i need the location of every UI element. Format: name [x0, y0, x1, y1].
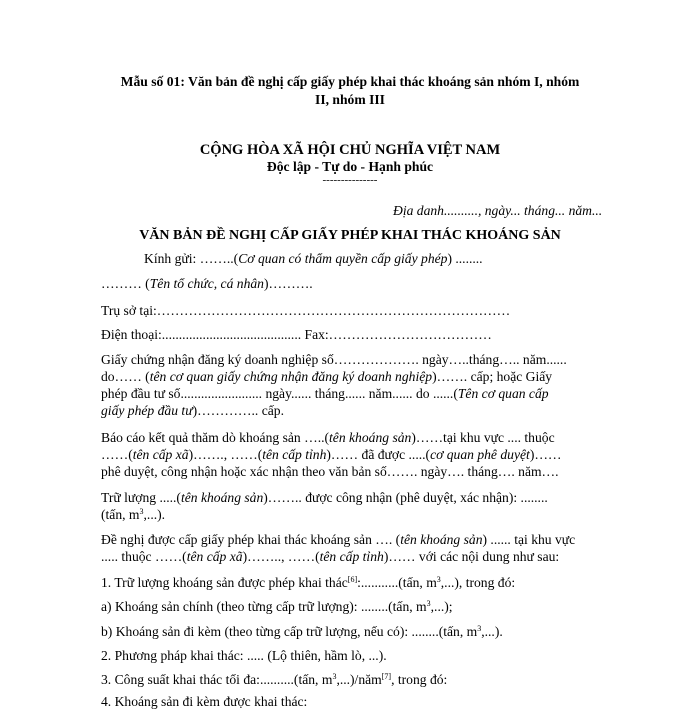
request-l2-c: )…… với các nội dung như sau: — [383, 549, 560, 564]
request-l1-suffix: ) ...... tại khu vực — [482, 532, 576, 547]
report-commune: tên cấp xã — [132, 447, 189, 462]
item-4-line: 4. Khoáng sản đi kèm được khai thác: — [101, 694, 308, 709]
organization-prefix: ……… ( — [101, 276, 150, 291]
phone-fax-line: Điện thoại:......................................... Fax:……………………………… — [101, 327, 492, 342]
certificate-line-4 — [101, 402, 284, 420]
certificate-l4-italic: giấy phép đầu tư — [101, 403, 193, 418]
report-approver: cơ quan phê duyệt — [430, 447, 530, 462]
request-l2-a: ..... thuộc ……( — [101, 549, 187, 564]
item-b-suffix: ,...). — [481, 624, 503, 639]
recipient-prefix: Kính gửi: ……..( — [144, 251, 239, 266]
report-l2-b: )……., ……( — [188, 447, 263, 462]
certificate-line-2 — [101, 368, 552, 386]
request-l2-b: )…….., ……( — [242, 549, 320, 564]
certificate-l3-prefix: phép đầu tư số........................ ngày...... tháng...... năm...... do ......( — [101, 386, 458, 401]
request-line-1 — [101, 531, 575, 549]
item-a-suffix: ,...); — [430, 599, 453, 614]
reserve-line-1 — [101, 489, 548, 507]
reserve-l1-suffix: )…….. được công nhận (phê duyệt, xác nhận): ........ — [263, 490, 548, 505]
reserve-l1-prefix: Trữ lượng .....( — [101, 490, 181, 505]
item-a-line — [101, 598, 453, 616]
report-province: tên cấp tỉnh — [262, 447, 327, 462]
request-line-2 — [101, 548, 559, 566]
item-3-unit: ,...)/năm — [336, 672, 382, 687]
certificate-issuer: tên cơ quan giấy chứng nhận đăng ký doanh nghiệp — [149, 369, 433, 384]
item-1-footnote: [6] — [347, 575, 358, 584]
request-l1-prefix: Đề nghị được cấp giấy phép khai thác khoáng sản …. ( — [101, 532, 401, 547]
form-title-line-2: II, nhóm III — [315, 92, 385, 107]
item-1-text: 1. Trữ lượng khoáng sản được phép khai thác — [101, 575, 348, 590]
certificate-l2-prefix: do…… ( — [101, 369, 150, 384]
certificate-l4-suffix: )………….. cấp. — [192, 403, 284, 418]
item-b-sup: 3 — [477, 624, 482, 633]
item-1-suffix: ,...), trong đó: — [440, 575, 516, 590]
item-3-unit-sup: 3 — [332, 672, 337, 681]
country-name: CỘNG HÒA XÃ HỘI CHỦ NGHĨA VIỆT NAM — [199, 142, 501, 158]
report-line-1 — [101, 429, 555, 447]
report-l1-prefix: Báo cáo kết quả thăm dò khoáng sản …..( — [101, 430, 330, 445]
certificate-l3-italic: Tên cơ quan cấp — [457, 386, 549, 401]
report-l2-a: ……( — [101, 447, 133, 462]
reserve-line-2 — [101, 506, 165, 524]
certificate-line-1: Giấy chứng nhận đăng ký doanh nghiệp số………………. ngày…..tháng….. năm...... — [101, 352, 567, 367]
item-b-line — [101, 623, 503, 641]
item-1-unit: :...........(tấn, m — [357, 575, 437, 590]
document-title: VĂN BẢN ĐỀ NGHỊ CẤP GIẤY PHÉP KHAI THÁC KHOÁNG SẢN — [139, 228, 561, 243]
reserve-mineral: tên khoáng sản — [180, 490, 264, 505]
recipient-line — [144, 250, 483, 268]
reserve-unit-sup: 3 — [139, 507, 144, 516]
report-l2-d: )…… — [529, 447, 562, 462]
item-1-unit-sup: 3 — [436, 575, 441, 584]
report-line-2 — [101, 446, 562, 464]
item-1-line — [101, 574, 515, 592]
report-l2-c: )…… đã được .....( — [326, 447, 431, 462]
request-mineral: tên khoáng sản — [400, 532, 483, 547]
report-mineral: tên khoáng sản — [329, 430, 412, 445]
report-line-3: phê duyệt, công nhận hoặc xác nhận theo văn bản số……. ngày…. tháng…. năm…. — [101, 464, 559, 479]
organization-line — [101, 275, 313, 293]
report-l1-suffix: )……tại khu vực .... thuộc — [411, 430, 555, 445]
item-2-line: 2. Phương pháp khai thác: ..... (Lộ thiên, hầm lò, ...). — [101, 648, 387, 663]
request-commune: tên cấp xã — [186, 549, 243, 564]
item-3-line — [101, 671, 447, 689]
certificate-l2-suffix: )……. cấp; hoặc Giấy — [432, 369, 553, 384]
item-a-sup: 3 — [426, 599, 431, 608]
item-3-suffix: , trong đó: — [391, 672, 448, 687]
form-title-line-1: Mẫu số 01: Văn bản đề nghị cấp giấy phép khai thác khoáng sản nhóm I, nhóm — [120, 74, 580, 89]
recipient-authority: Cơ quan có thẩm quyền cấp giấy phép — [238, 251, 448, 266]
item-3-text: 3. Công suất khai thác tối đa:..........(tấn, m — [101, 672, 333, 687]
reserve-unit-suffix: ,...). — [143, 507, 166, 522]
item-a-text: a) Khoáng sản chính (theo từng cấp trữ lượng): ........(tấn, m — [101, 599, 427, 614]
request-province: tên cấp tỉnh — [319, 549, 384, 564]
organization-name: Tên tổ chức, cá nhân — [149, 276, 264, 291]
item-3-footnote: [7] — [381, 672, 392, 681]
recipient-suffix: ) ........ — [447, 251, 483, 266]
place-date: Địa danh.........., ngày... tháng... năm... — [393, 203, 603, 218]
organization-suffix: )………. — [263, 276, 313, 291]
item-b-text: b) Khoáng sản đi kèm (theo từng cấp trữ lượng, nếu có): ........(tấn, m — [101, 624, 478, 639]
header-divider: --------------- — [322, 174, 378, 186]
address-line: Trụ sở tại:…………………………………………………………………… — [101, 303, 511, 318]
reserve-unit-prefix: (tấn, m — [101, 507, 140, 522]
national-motto: Độc lập - Tự do - Hạnh phúc — [266, 159, 434, 174]
certificate-line-3 — [101, 385, 549, 403]
